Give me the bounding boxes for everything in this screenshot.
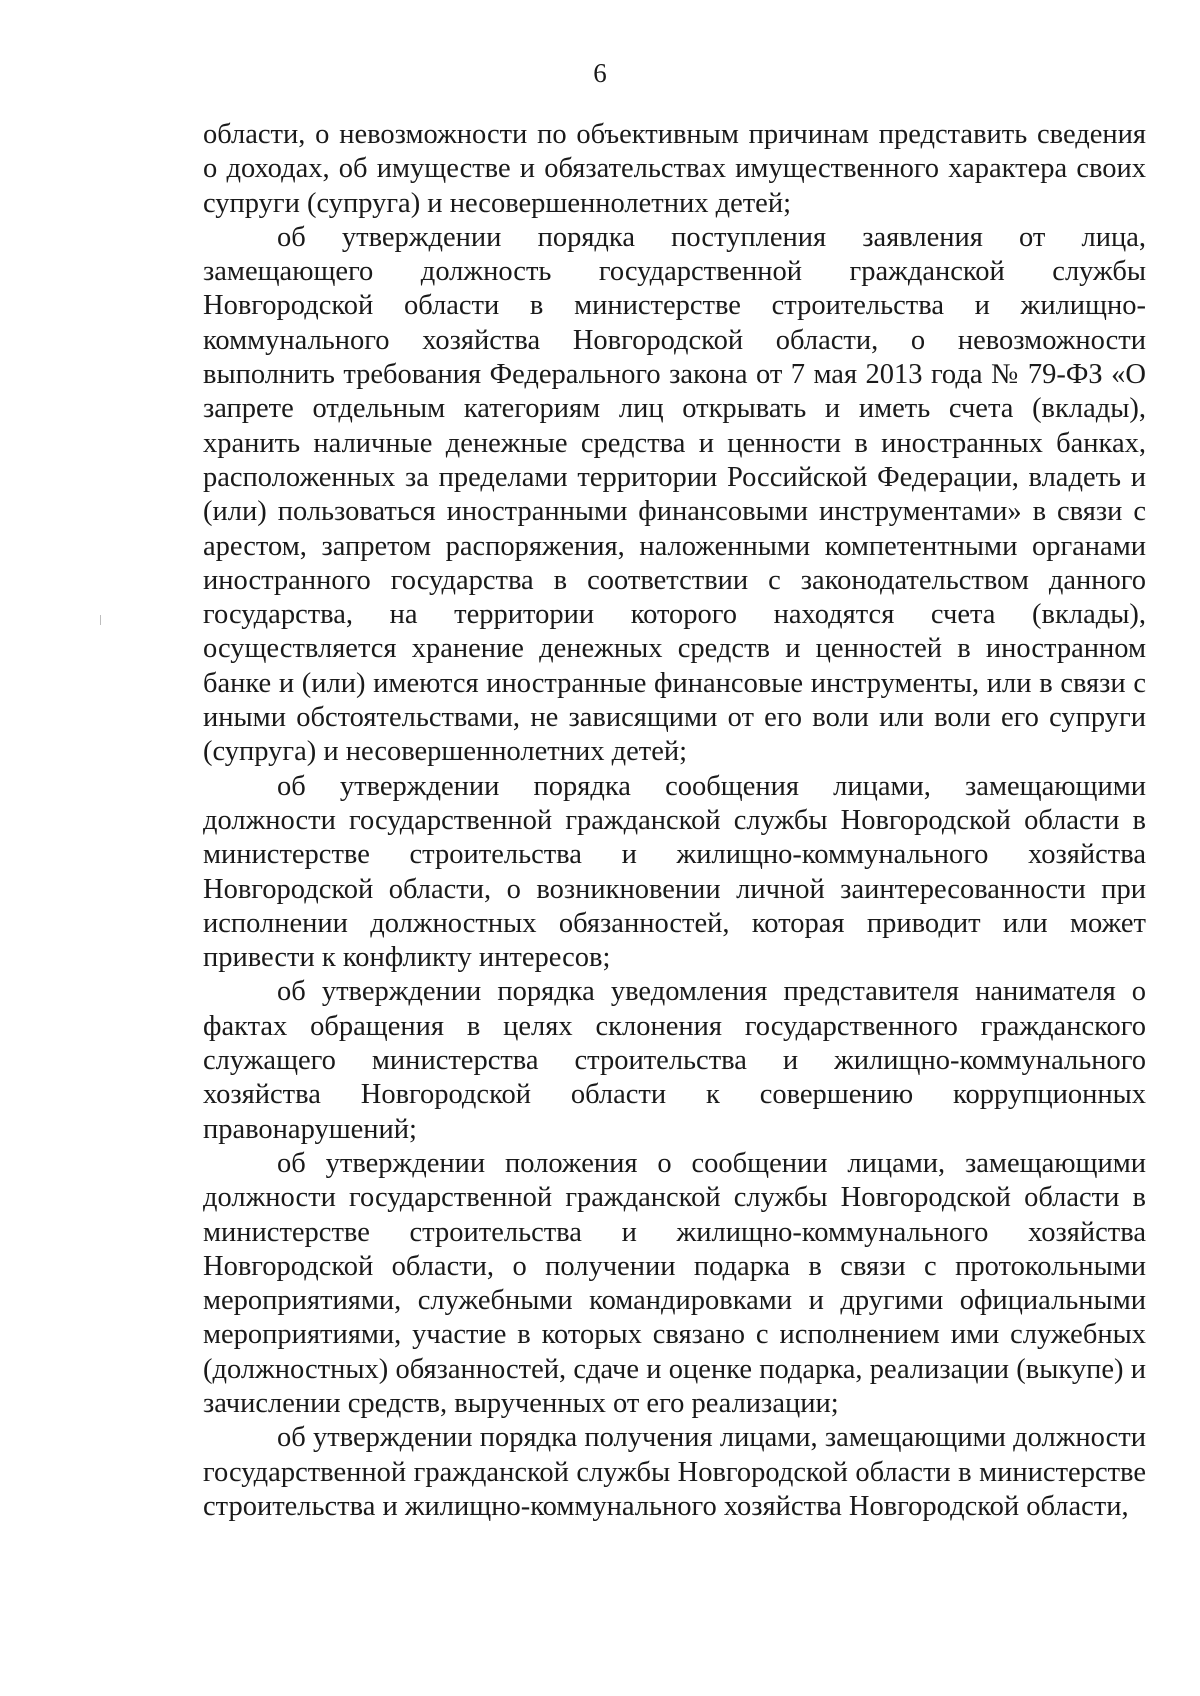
- paragraph-gift-regulation: об утверждении положения о сообщении лицами, замещающими должности государственной гражданской службы Новгородской области в министерстве строительства и жилищно-коммунального хозяйства Новгородской области, о получении подарка в связи с протокольными мероприятиями, служебными командировками и другими официальными мероприятиями, участие в которых связано с исполнением ими служебных (должностных) обязанностей, сдаче и оценке подарка, реализации (выкупе) и зачислении средств, вырученных от его реализации;: [203, 1147, 1146, 1419]
- scan-artifact-mark: [100, 615, 101, 625]
- paragraph-permission-procedure: об утверждении порядка получения лицами, замещающими должности государственной гражданской службы Новгородской области в министерстве строительства и жилищно-коммунального хозяйства Новгородской области,: [203, 1422, 1146, 1522]
- page-number: 6: [593, 58, 607, 88]
- paragraph-foreign-accounts-procedure: об утверждении порядка поступления заявления от лица, замещающего должность государственной гражданской службы Новгородской области в министерстве строительства и жилищно-коммунального хозяйства Новгородской области, о невозможности выполнить требования Федерального закона от 7 мая 2013 года № 79-ФЗ «О запрете отдельным категориям лиц открывать и иметь счета (вклады), хранить наличные денежные средства и ценности в иностранных банках, расположенных за пределами территории Российской Федерации, владеть и (или) пользоваться иностранными финансовыми инструментами» в связи с арестом, запретом распоряжения, наложенными компетентными органами иностранного государства в соответствии с законодательством данного государства, на территории которого находятся счета (вклады), осуществляется хранение денежных средств и ценностей в иностранном банке и (или) имеются иностранные финансовые инструменты, или в связи с иными обстоятельствами, не зависящими от его воли или воли его супруги (супруга) и несовершеннолетних детей;: [203, 221, 1146, 768]
- document-body: [203, 118, 1146, 1524]
- paragraph-corruption-notification-procedure: об утверждении порядка уведомления представителя нанимателя о фактах обращения в целях склонения государственного гражданского служащего министерства строительства и жилищно-коммунального хозяйства Новгородской области к совершению коррупционных правонарушений;: [203, 976, 1146, 1145]
- paragraph-conflict-of-interest-procedure: об утверждении порядка сообщения лицами, замещающими должности государственной гражданской службы Новгородской области в министерстве строительства и жилищно-коммунального хозяйства Новгородской области, о возникновении личной заинтересованности при исполнении должностных обязанностей, которая приводит или может привести к конфликту интересов;: [203, 770, 1146, 974]
- paragraph-continuation: области, о невозможности по объективным причинам представить сведения о доходах, об имуществе и обязательствах имущественного характера своих супруги (супруга) и несовершеннолетних детей;: [203, 119, 1146, 219]
